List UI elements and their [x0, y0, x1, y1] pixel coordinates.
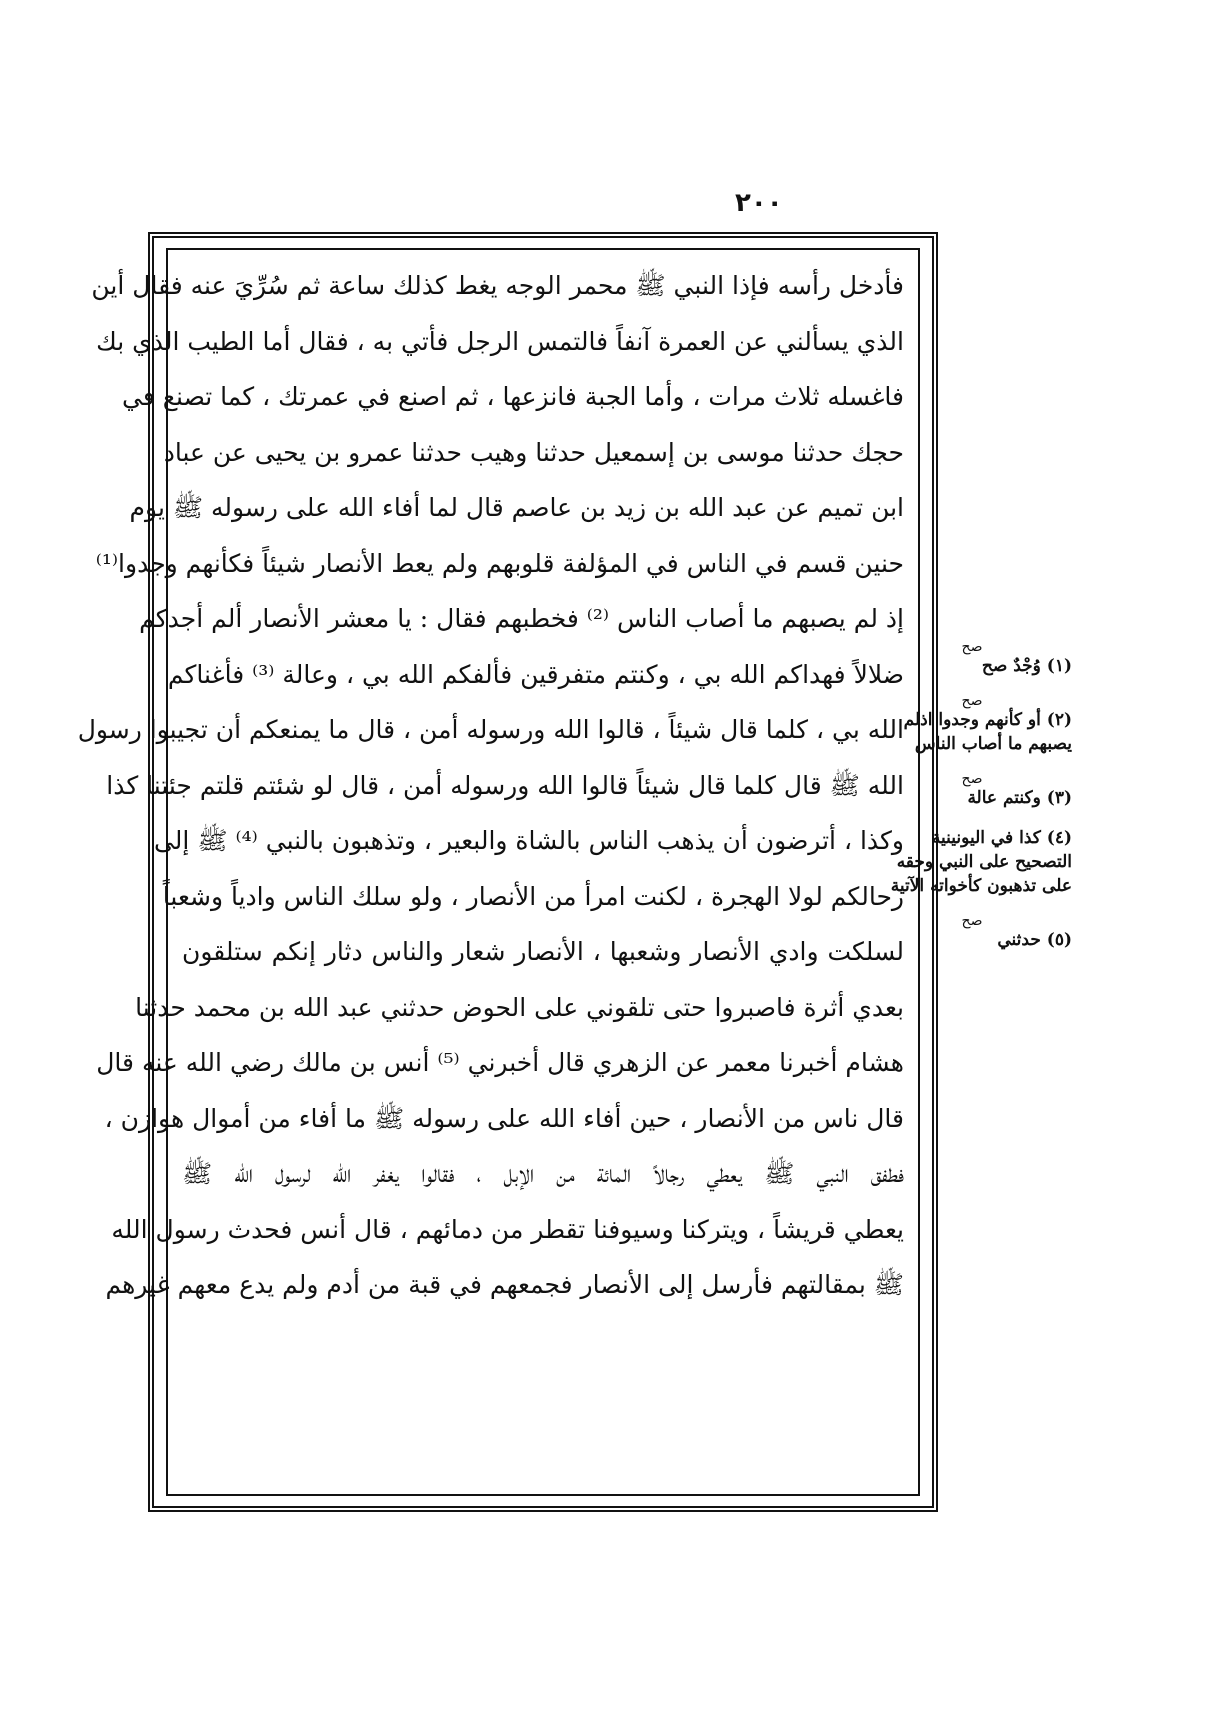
- note-mark: صح: [961, 639, 983, 655]
- margin-note: [872, 826, 1072, 898]
- text-line: يعطي قريشاً ، ويتركنا وسيوفنا تقطر من دمائهم ، قال أنس فحدث رسول الله: [111, 1214, 904, 1244]
- note-text: (١) وُجْدٌ صح: [981, 656, 1072, 676]
- text-line: قال ناس من الأنصار ، حين أفاء الله على رسوله ﷺ ما أفاء من أموال هوازن ،: [104, 1103, 904, 1133]
- text-line: ضلالاً فهداكم الله بي ، وكنتم متفرقين فألفكم الله بي ، وعالة ⁽³⁾ فأغناكم: [167, 659, 904, 689]
- main-text: [77, 258, 904, 1313]
- margin-notes: [872, 640, 1072, 968]
- text-line: الله بي ، كلما قال شيئاً ، قالوا الله ورسوله أمن ، قال ما يمنعكم أن تجيبوا رسول: [77, 715, 904, 744]
- text-line: ابن تميم عن عبد الله بن زيد بن عاصم قال لما أفاء الله على رسوله ﷺ يوم: [129, 493, 904, 522]
- text-line: فاغسله ثلاث مرات ، وأما الجبة فانزعها ، ثم اصنع في عمرتك ، كما تصنع في: [121, 382, 904, 411]
- margin-note: [872, 772, 1072, 810]
- page-number: ٢٠٠: [735, 188, 783, 218]
- text-line: فأدخل رأسه فإذا النبي ﷺ محمر الوجه يغط كذلك ساعة ثم سُرِّيَ عنه فقال أين: [91, 271, 904, 300]
- margin-note: [872, 694, 1072, 756]
- note-mark: صح: [961, 913, 983, 929]
- text-line: فطفق النبي ﷺ يعطي رجالاً المائة من الإبل ، فقالوا يغفر الله لرسول الله ﷺ: [182, 1159, 904, 1188]
- text-line: بعدي أثرة فاصبروا حتى تلقوني على الحوض حدثني عبد الله بن محمد حدثنا: [135, 992, 904, 1022]
- text-line: هشام أخبرنا معمر عن الزهري قال أخبرني ⁽⁵⁾ أنس بن مالك رضي الله عنه قال: [96, 1048, 904, 1077]
- text-line: لسلكت وادي الأنصار وشعبها ، الأنصار شعار والناس دثار إنكم ستلقون: [182, 937, 904, 966]
- text-line: الذي يسألني عن العمرة آنفاً فالتمس الرجل فأتي به ، فقال أما الطيب الذي بك: [96, 326, 904, 356]
- text-frame-inner: [77, 248, 920, 1496]
- note-mark: صح: [961, 693, 983, 709]
- text-line: ﷺ بمقالتهم فأرسل إلى الأنصار فجمعهم في قبة من أدم ولم يدع معهم غيرهم: [105, 1270, 904, 1299]
- text-line: وكذا ، أترضون أن يذهب الناس بالشاة والبعير ، وتذهبون بالنبي ⁽⁴⁾ ﷺ إلى: [153, 826, 904, 855]
- text-line: حجك حدثنا موسى بن إسمعيل حدثنا وهيب حدثنا عمرو بن يحيى عن عباد: [163, 437, 904, 467]
- text-line: إذ لم يصبهم ما أصاب الناس ⁽²⁾ فخطبهم فقال : يا معشر الأنصار ألم أجدكم: [139, 604, 904, 633]
- text-line: حنين قسم في الناس في المؤلفة قلوبهم ولم يعط الأنصار شيئاً فكأنهم وجدوا⁽¹⁾: [95, 548, 904, 578]
- note-text: (٥) حدثني: [997, 930, 1072, 950]
- note-text: (٣) وكنتم عالة: [967, 788, 1072, 808]
- text-line: الله ﷺ قال كلما قال شيئاً قالوا الله ورسوله أمن ، قال لو شئتم قلتم جئتنا كذا: [106, 770, 904, 800]
- note-text: (٢) أو كأنهم وجدوا اذلم يصبهم ما أصاب الناس: [903, 710, 1072, 754]
- note-text: (٤) كذا في اليونينية التصحيح على النبي وحقه على تذهبون كأخواته الآتية: [890, 828, 1072, 896]
- margin-note: [872, 914, 1072, 952]
- text-line: رحالكم لولا الهجرة ، لكنت امرأ من الأنصار ، ولو سلك الناس وادياً وشعباً: [162, 881, 904, 911]
- margin-note: [872, 640, 1072, 678]
- note-mark: صح: [961, 771, 983, 787]
- text-frame: [77, 232, 938, 1512]
